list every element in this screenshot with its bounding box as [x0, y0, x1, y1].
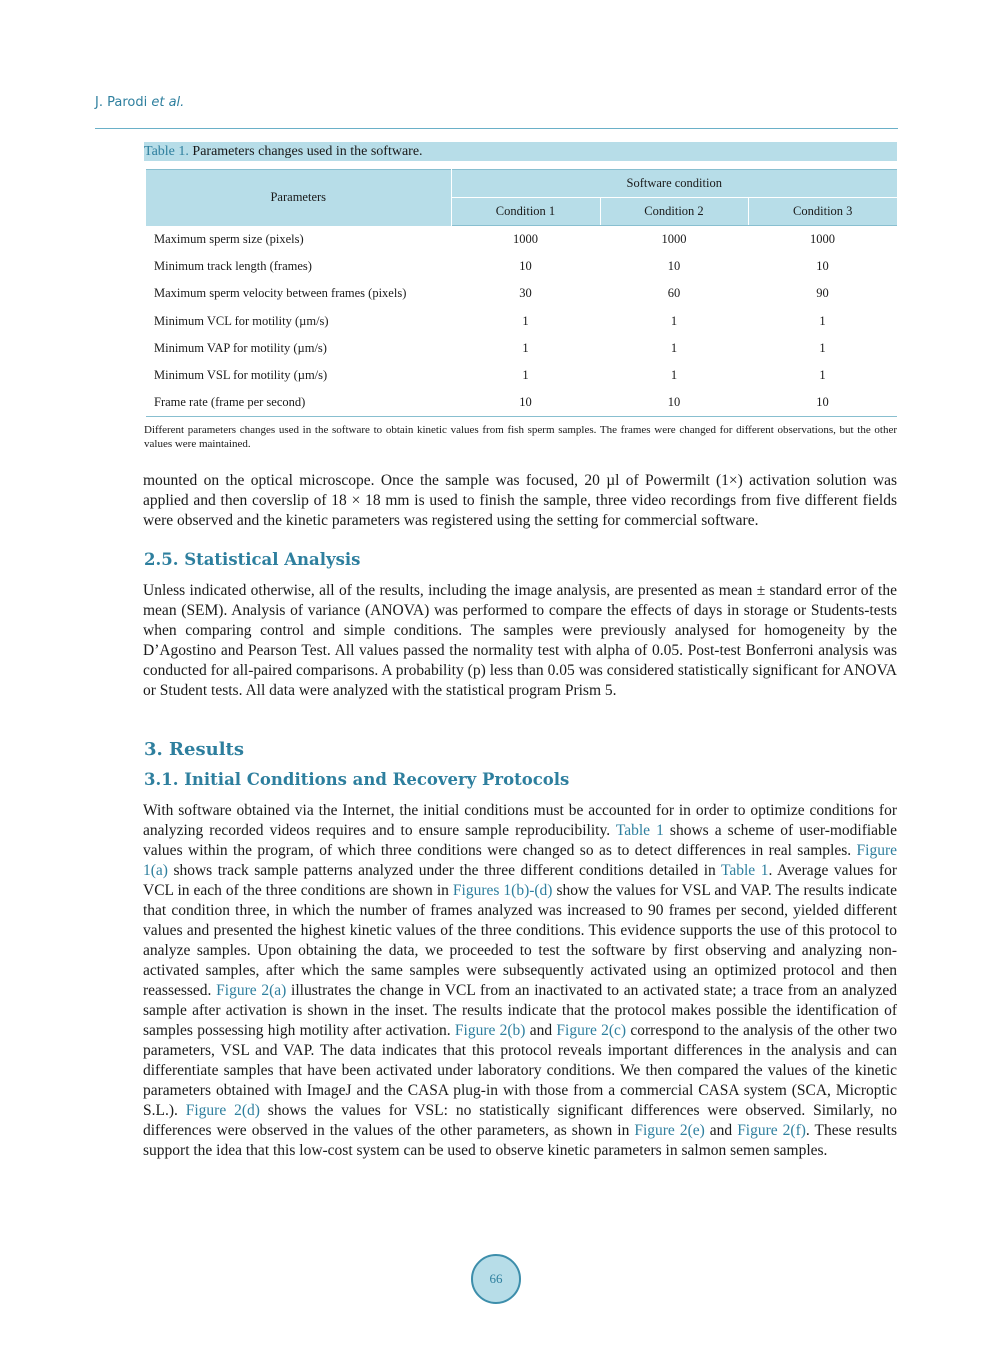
condition-value: 1	[819, 313, 826, 328]
results-text: shows track sample patterns analyzed under the three different conditions detailed in	[167, 862, 721, 879]
parameter-name: Maximum sperm velocity between frames (pixels)	[154, 286, 407, 301]
figure-2d-link[interactable]: Figure 2(d)	[185, 1102, 260, 1119]
condition-value: 10	[667, 259, 681, 274]
table-caption	[144, 142, 897, 161]
figure-2a-link[interactable]: Figure 2(a)	[216, 982, 287, 999]
parameter-name: Minimum VSL for motility (µm/s)	[154, 368, 328, 383]
condition-value: 10	[816, 259, 829, 274]
section-heading-3-1: 3.1. Initial Conditions and Recovery Protocols	[144, 770, 570, 789]
running-head	[95, 95, 184, 110]
condition-value: 1000	[513, 232, 538, 247]
condition-value: 1	[522, 340, 529, 355]
header-parameters: Parameters	[146, 170, 451, 226]
paragraph-methods-continued: mounted on the optical microscope. Once the sample was focused, 20 µl of Powermilt (1×) activation solution was applied and then coverslip of 18 × 18 mm is used to finish the sample, three video recordings from five different fields were observed and the kinetic parameters was registered using the setting for commercial software.	[143, 472, 897, 529]
results-text: . These results support the idea that this low-cost system can be used to observe kinetic parameters in salmon semen samples.	[143, 1122, 897, 1159]
table-row	[146, 362, 897, 389]
figure-1a-link[interactable]: Figure 1(a)	[143, 842, 897, 879]
table-row	[146, 308, 897, 335]
header-condition-2: Condition 2	[600, 198, 748, 226]
condition-value: 1	[522, 368, 529, 383]
paragraph-statistical-analysis: Unless indicated otherwise, all of the results, including the image analysis, are presented as mean ± standard error of the mean (SEM). Analysis of variance (ANOVA) was performed to compare the effects of days in storage or Students-tests when comparing control and simple conditions. The samples were previously analysed for homogeneity by the D’Agostino and Pearson Test. All values passed the normality test with alpha of 0.05. Post-test Bonferroni analysis was conducted for all-paired comparisons. A probability (p) less than 0.05 was considered statistically significant for ANOVA or Student tests. All data were analyzed with the statistical program Prism 5.	[143, 582, 897, 699]
results-text: correspond to the analysis of the other two parameters, VSL and VAP. The data indicates that this protocol reveals important differences in the analysis and can differentiate samples that have been activated under laboratory conditions. We then compared the values of the kinetic parameters obtained with ImageJ and the CASA plug-in with those from a commercial CASA system (SCA, Microptic S.L.).	[143, 1022, 897, 1119]
parameter-name: Minimum VCL for motility (µm/s)	[154, 313, 329, 328]
section-heading-3: 3. Results	[144, 739, 244, 760]
table-row	[146, 253, 897, 280]
condition-value: 90	[816, 286, 829, 301]
table-1-link[interactable]: Table 1	[615, 822, 664, 839]
parameter-name: Minimum track length (frames)	[154, 259, 312, 274]
header-condition-3: Condition 3	[748, 198, 897, 226]
table-row	[146, 226, 897, 254]
figure-2c-link[interactable]: Figure 2(c)	[556, 1022, 627, 1039]
table-row	[146, 335, 897, 362]
figures-1b-1d-link[interactable]: Figures 1(b)-(d)	[452, 882, 553, 899]
condition-value: 10	[748, 389, 897, 417]
parameters-table	[146, 169, 897, 417]
parameter-name: Minimum VAP for motility (µm/s)	[154, 340, 327, 355]
author-name: J. Parodi	[95, 95, 148, 110]
results-text: show the values for VSL and VAP. The results indicate that condition three, in which the number of frames analyzed was increased to 90 frames per second, yielded different values and presented the highest kinetic values of the three conditions. This evidence supports the use of this protocol to analyze samples. Upon obtaining the data, we proceeded to test the software by first observing and analyzing non-activated samples, after which the same samples were subsequently activated using an optimized protocol and then reassessed.	[143, 882, 897, 999]
condition-value: 1	[670, 368, 678, 383]
table-1-link[interactable]: Table 1	[720, 862, 769, 879]
results-text: illustrates the change in VCL from an inactivated to an activated state; a trace from an analyzed sample after activation is shown in the inset. The results indicate that the protocol makes possible the identification of samples possessing high motility after activation.	[143, 982, 897, 1039]
results-text: shows a scheme of user-modifiable values within the program, of which three conditions were changed so as to detect differences in real samples.	[143, 822, 897, 859]
paragraph-results	[143, 801, 897, 1161]
page-number: 66	[489, 1271, 503, 1286]
results-text: shows the values for VSL: no statistically significant differences were observed. Similarly, no differences were observed in the values of the other parameters, as shown in	[143, 1102, 898, 1139]
table-row	[146, 280, 897, 307]
condition-value: 10	[519, 259, 532, 274]
table-row	[146, 389, 897, 417]
condition-value: 1	[522, 313, 529, 328]
results-text: . Average values for VCL in each of the three conditions are shown in	[143, 862, 897, 899]
table-caption-label[interactable]: Table 1.	[144, 144, 189, 159]
condition-value: 30	[519, 286, 532, 301]
figure-2e-link[interactable]: Figure 2(e)	[634, 1122, 705, 1139]
figure-2b-link[interactable]: Figure 2(b)	[454, 1022, 526, 1039]
header-rule	[95, 128, 898, 129]
header-software-condition: Software condition	[451, 170, 897, 198]
parameter-name: Maximum sperm size (pixels)	[154, 231, 304, 246]
author-etal: et al.	[151, 95, 185, 110]
results-text: and	[525, 1022, 557, 1039]
results-text: and	[704, 1122, 738, 1139]
table-caption-text: Parameters changes used in the software.	[192, 144, 423, 159]
condition-value: 1	[819, 368, 826, 383]
condition-value: 10	[600, 389, 748, 417]
condition-value: 1	[819, 340, 826, 355]
figure-2f-link[interactable]: Figure 2(f)	[737, 1122, 806, 1139]
condition-value: 1000	[661, 232, 687, 247]
condition-value: 60	[667, 286, 681, 301]
condition-value: 1	[670, 340, 678, 355]
condition-value: 1000	[810, 232, 835, 247]
section-heading-2-5: 2.5. Statistical Analysis	[144, 550, 361, 569]
table-footnote: Different parameters changes used in the software to obtain kinetic values from fish sperm samples. The frames were changed for different observations, but the other values were maintained.	[144, 424, 897, 450]
parameter-name: Frame rate (frame per second)	[146, 389, 451, 417]
header-condition-1: Condition 1	[451, 198, 600, 226]
condition-value: 10	[451, 389, 600, 417]
results-text: With software obtained via the Internet, the initial conditions must be accounted for in order to optimize conditions for analyzing recorded videos requires and to ensure sample reproducibility.	[143, 802, 897, 839]
page-number-badge	[471, 1254, 521, 1304]
condition-value: 1	[670, 313, 678, 328]
